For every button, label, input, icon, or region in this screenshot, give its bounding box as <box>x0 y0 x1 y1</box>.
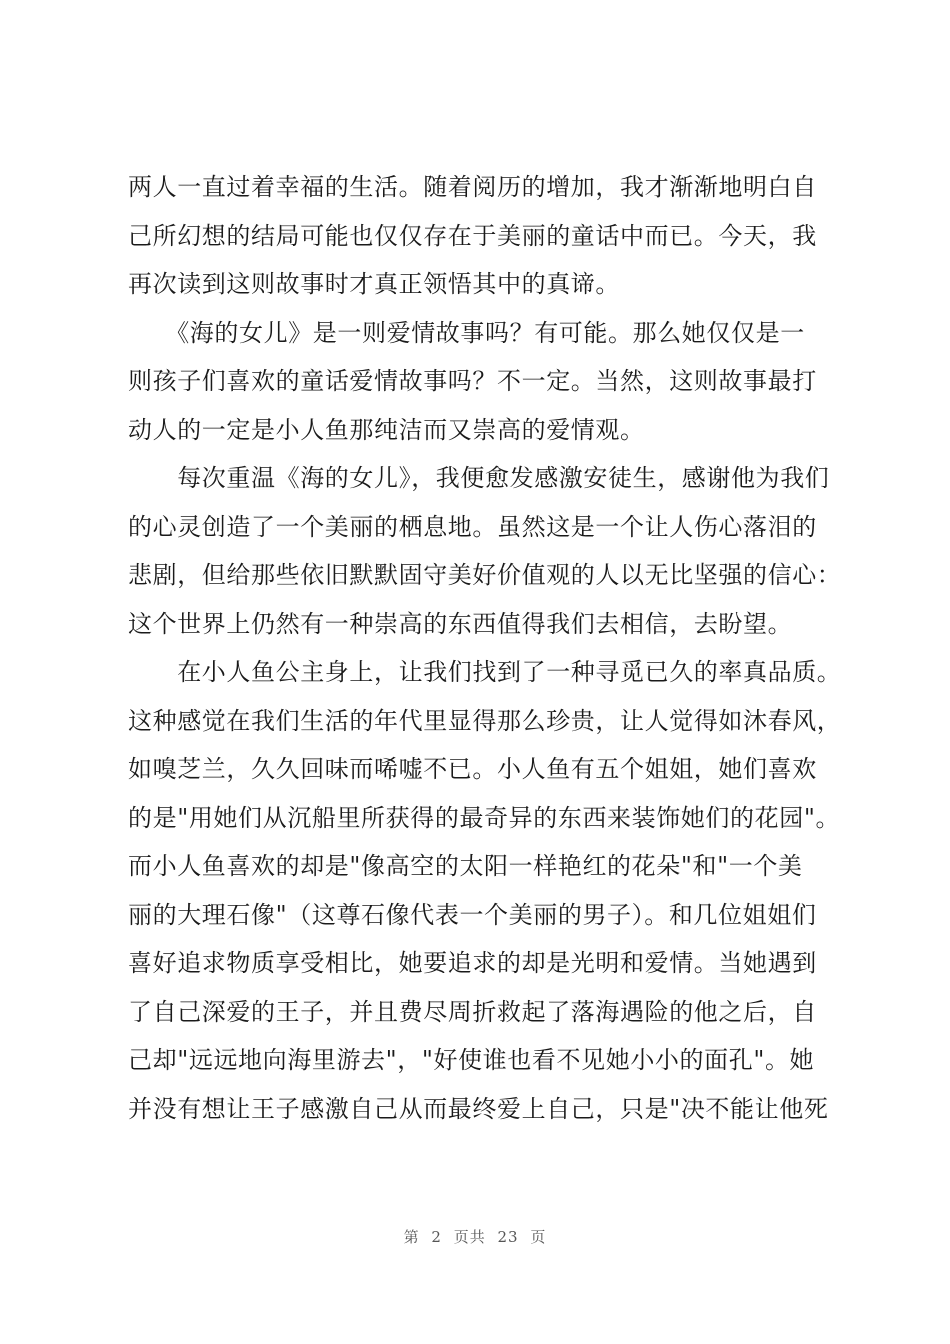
page-number-footer: 第 2 页共 23 页 <box>403 1228 547 1246</box>
text-line: 而小人鱼喜欢的却是"像高空的太阳一样艳红的花朵"和"一个美 <box>128 852 803 880</box>
text-line: 动人的一定是小人鱼那纯洁而又崇高的爱情观。 <box>128 415 645 444</box>
text-line: 己却"远远地向海里游去"，"好使谁也看不见她小小的面孔"。她 <box>128 1046 815 1074</box>
text-line: 这个世界上仍然有一种崇高的东西值得我们去相信，去盼望。 <box>128 609 793 638</box>
text-line: 这种感觉在我们生活的年代里显得那么珍贵，让人觉得如沐春风， <box>128 706 842 735</box>
text-line: 的是"用她们从沉船里所获得的最奇异的东西来装饰她们的花园"。 <box>128 803 841 832</box>
text-line: 的心灵创造了一个美丽的栖息地。虽然这是一个让人伤心落泪的 <box>128 512 817 541</box>
text-line: 每次重温《海的女儿》，我便愈发感激安徒生，感谢他为我们 <box>128 464 830 492</box>
text-line: 了自己深爱的王子，并且费尽周折救起了落海遇险的他之后，自 <box>128 997 817 1026</box>
text-line: 悲剧，但给那些依旧默默固守美好价值观的人以无比坚强的信心： <box>128 561 842 589</box>
text-line: 丽的大理石像"（这尊石像代表一个美丽的男子）。和几位姐姐们 <box>128 900 817 929</box>
body-text <box>128 163 852 1133</box>
text-line: 如嗅芝兰，久久回味而唏嘘不已。小人鱼有五个姐姐，她们喜欢 <box>128 755 817 783</box>
text-line: 《海的女儿》是一则爱情故事吗？有可能。那么她仅仅是一 <box>128 318 805 347</box>
text-line: 并没有想让王子感激自己从而最终爱上自己，只是"决不能让他死 <box>128 1094 829 1123</box>
text-line: 喜好追求物质享受相比，她要追求的却是光明和爱情。当她遇到 <box>128 949 817 977</box>
text-line: 在小人鱼公主身上，让我们找到了一种寻觅已久的率真品质。 <box>128 658 842 686</box>
text-line: 再次读到这则故事时才真正领悟其中的真谛。 <box>128 270 620 298</box>
text-line: 则孩子们喜欢的童话爱情故事吗？不一定。当然，这则故事最打 <box>128 367 817 395</box>
text-line: 己所幻想的结局可能也仅仅存在于美丽的童话中而已。今天，我 <box>128 221 817 250</box>
text-line: 两人一直过着幸福的生活。随着阅历的增加，我才渐渐地明白自 <box>128 173 817 201</box>
